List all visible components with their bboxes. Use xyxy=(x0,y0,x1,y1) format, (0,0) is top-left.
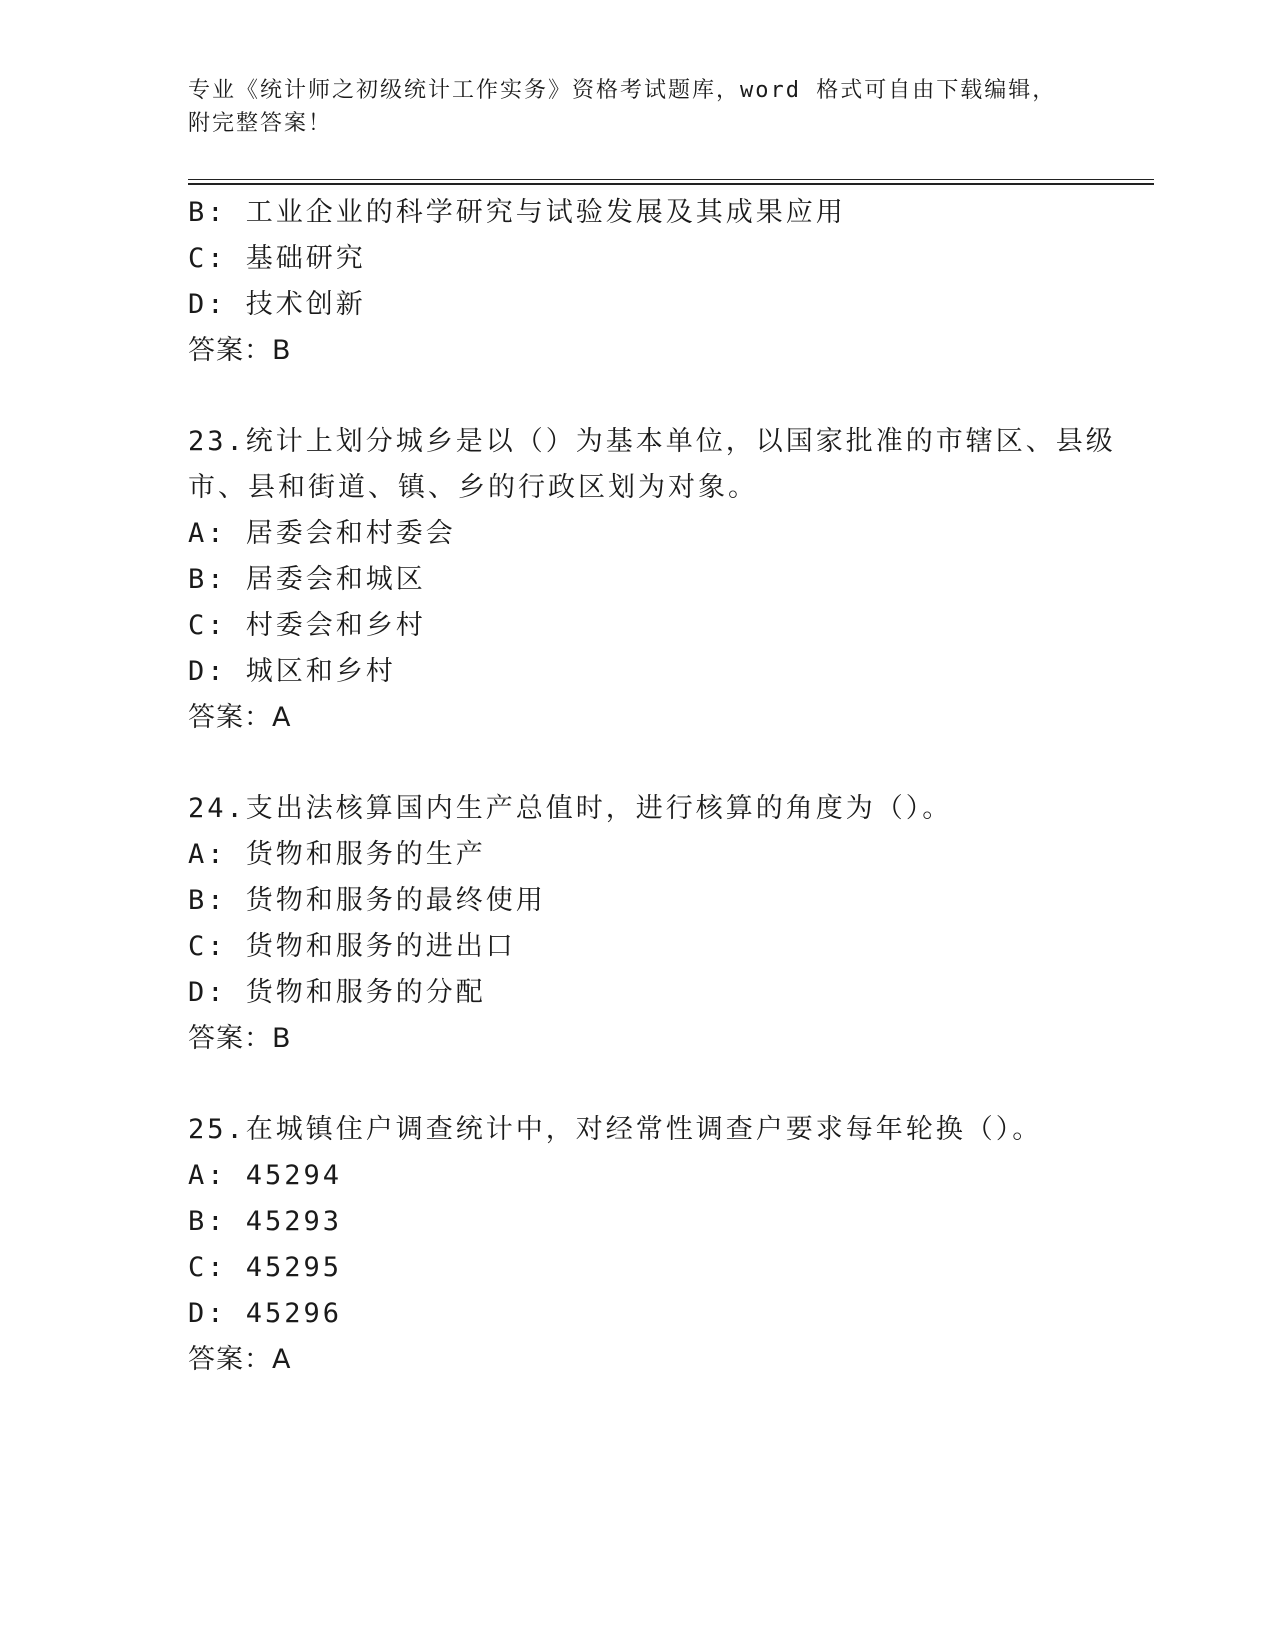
option-d: D: 技术创新 xyxy=(188,289,366,320)
option-c: C: 货物和服务的进出口 xyxy=(188,931,516,962)
header-line-1: 专业《统计师之初级统计工作实务》资格考试题库，word 格式可自由下载编辑， xyxy=(188,78,1057,103)
option-b: B: 工业企业的科学研究与试验发展及其成果应用 xyxy=(188,197,846,228)
option-c: C: 村委会和乡村 xyxy=(188,610,426,641)
question-23 xyxy=(188,419,1128,741)
answer-line: 答案：A xyxy=(188,1344,292,1375)
question-24 xyxy=(188,786,1128,1062)
option-d: D: 货物和服务的分配 xyxy=(188,977,486,1008)
header-rule-thin xyxy=(188,179,1154,180)
option-d: D: 45296 xyxy=(188,1298,343,1329)
question-22-tail xyxy=(188,190,1128,374)
question-stem-line-1: 25.在城镇住户调查统计中，对经常性调查户要求每年轮换（）。 xyxy=(188,1114,1043,1145)
document-header xyxy=(188,74,1068,140)
question-stem-line-1: 23.统计上划分城乡是以（）为基本单位，以国家批准的市辖区、县级 xyxy=(188,426,1116,457)
question-stem-line-1: 24.支出法核算国内生产总值时，进行核算的角度为（）。 xyxy=(188,793,953,824)
option-b: B: 货物和服务的最终使用 xyxy=(188,885,546,916)
question-stem-line-2: 市、县和街道、镇、乡的行政区划为对象。 xyxy=(188,472,758,503)
option-b: B: 45293 xyxy=(188,1206,343,1237)
question-content xyxy=(188,190,1128,1383)
option-a: A: 居委会和村委会 xyxy=(188,518,456,549)
header-rule-thick xyxy=(188,183,1154,185)
answer-line: 答案：B xyxy=(188,335,292,366)
question-25 xyxy=(188,1107,1128,1383)
answer-line: 答案：B xyxy=(188,1023,292,1054)
option-b: B: 居委会和城区 xyxy=(188,564,426,595)
option-d: D: 城区和乡村 xyxy=(188,656,396,687)
option-c: C: 基础研究 xyxy=(188,243,366,274)
option-c: C: 45295 xyxy=(188,1252,343,1283)
answer-line: 答案：A xyxy=(188,702,292,733)
option-a: A: 45294 xyxy=(188,1160,343,1191)
option-a: A: 货物和服务的生产 xyxy=(188,839,486,870)
header-line-2: 附完整答案！ xyxy=(188,111,333,136)
